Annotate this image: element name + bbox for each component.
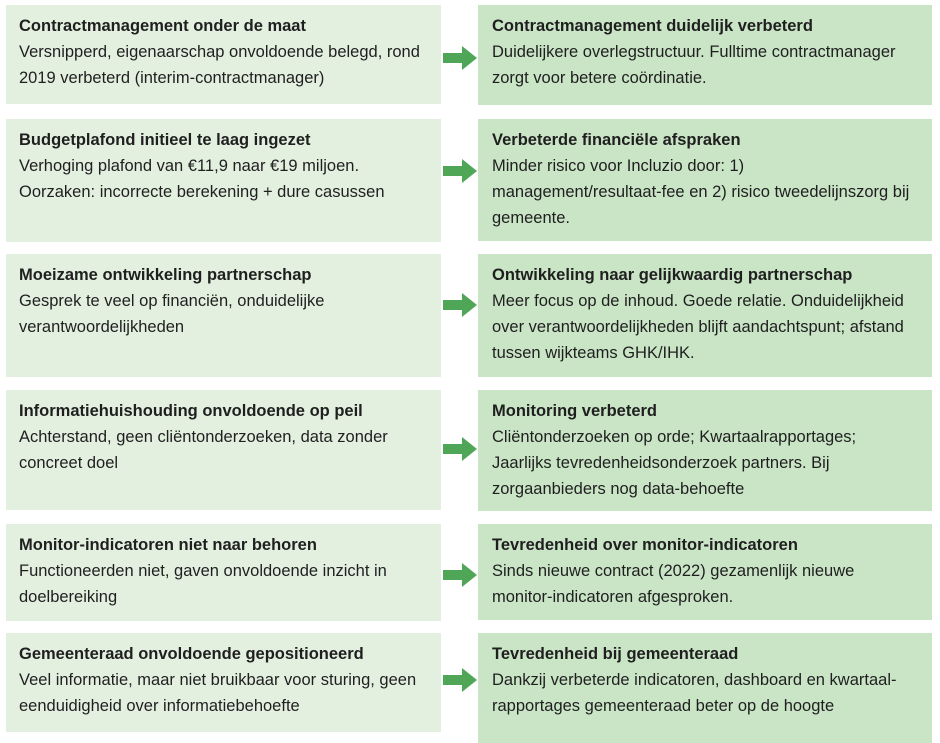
right-box-text: Dankzij verbeterde indicatoren, dashboard en kwartaal-rapportages gemeenteraad beter op de hoogte (492, 671, 897, 715)
left-box-text: Veel informatie, maar niet bruikbaar voor sturing, geen eenduidigheid over informatiebehoefte (19, 671, 417, 715)
left-box-text: Achterstand, geen cliëntonderzoeken, data zonder concreet doel (19, 428, 388, 472)
right-box-3 (478, 254, 932, 377)
left-box-6 (6, 633, 441, 732)
right-box-1 (478, 5, 932, 105)
right-box-4 (478, 390, 932, 511)
right-box-text: Minder risico voor Incluzio door: 1) management/resultaat-fee en 2) risico tweedelijnszorg bij gemeente. (492, 157, 910, 227)
left-box-1 (6, 5, 441, 104)
left-box-text: Versnipperd, eigenaarschap onvoldoende belegd, rond 2019 verbeterd (interim-contractmanager) (19, 43, 420, 87)
right-box-title: Tevredenheid bij gemeenteraad (492, 645, 739, 663)
right-box-title: Monitoring verbeterd (492, 402, 658, 420)
arrow-icon (443, 46, 477, 70)
left-box-3 (6, 254, 441, 377)
right-box-text: Duidelijkere overlegstructuur. Fulltime contractmanager zorgt voor betere coördinatie. (492, 43, 896, 87)
right-box-2 (478, 119, 932, 241)
right-box-title: Tevredenheid over monitor-indicatoren (492, 536, 798, 554)
left-box-text: Verhoging plafond van €11,9 naar €19 miljoen. Oorzaken: incorrecte berekening + dure casussen (19, 157, 385, 201)
left-box-4 (6, 390, 441, 510)
arrow-icon (443, 293, 477, 317)
right-box-text: Sinds nieuwe contract (2022) gezamenlijk nieuwe monitor-indicatoren afgesproken. (492, 562, 855, 606)
right-box-text: Meer focus op de inhoud. Goede relatie. Onduidelijkheid over verantwoordelijkheden blijft aandachtspunt; afstand tussen wijkteams GHK/IHK. (492, 292, 904, 362)
left-box-title: Moeizame ontwikkeling partnerschap (19, 266, 312, 284)
right-box-text: Cliëntonderzoeken op orde; Kwartaalrapportages; Jaarlijks tevredenheidsonderzoek partners. Bij zorgaanbieders nog data-behoefte (492, 428, 857, 498)
left-box-title: Contractmanagement onder de maat (19, 17, 306, 35)
left-box-title: Budgetplafond initieel te laag ingezet (19, 131, 311, 149)
left-box-title: Gemeenteraad onvoldoende gepositioneerd (19, 645, 364, 663)
arrow-icon (443, 668, 477, 692)
right-box-title: Ontwikkeling naar gelijkwaardig partnerschap (492, 266, 853, 284)
right-box-6 (478, 633, 932, 743)
right-box-title: Contractmanagement duidelijk verbeterd (492, 17, 813, 35)
left-box-title: Monitor-indicatoren niet naar behoren (19, 536, 317, 554)
left-box-text: Functioneerden niet, gaven onvoldoende inzicht in doelbereiking (19, 562, 387, 606)
arrow-icon (443, 437, 477, 461)
arrow-icon (443, 563, 477, 587)
right-box-title: Verbeterde financiële afspraken (492, 131, 741, 149)
left-box-5 (6, 524, 441, 621)
left-box-title: Informatiehuishouding onvoldoende op peil (19, 402, 363, 420)
left-box-2 (6, 119, 441, 242)
left-box-text: Gesprek te veel op financiën, onduidelijke verantwoordelijkheden (19, 292, 325, 336)
arrow-icon (443, 159, 477, 183)
right-box-5 (478, 524, 932, 620)
